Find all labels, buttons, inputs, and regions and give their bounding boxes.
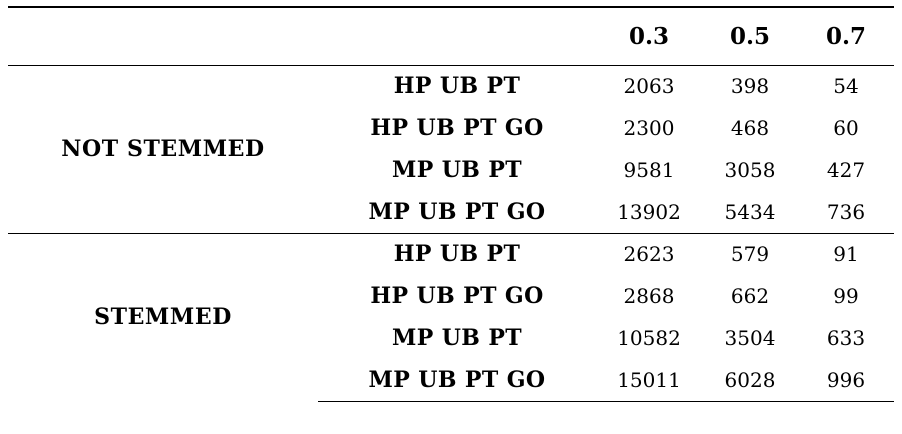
value-cell: 468 (730, 116, 770, 140)
section-stemmed (8, 233, 894, 401)
value-cell: 99 (833, 284, 859, 308)
value-cell: 662 (730, 284, 770, 308)
value-cell: 9581 (623, 158, 675, 182)
value-cell: 60 (833, 116, 859, 140)
value-cell: 13902 (617, 199, 681, 224)
header-group (8, 7, 318, 65)
method-label: MP UB PT (391, 325, 523, 351)
value-cell: 2300 (623, 116, 675, 140)
value-cell: 2063 (596, 65, 702, 107)
method-label: MP UB PT (391, 157, 523, 183)
value-cell: 54 (798, 65, 894, 107)
table-row (8, 233, 894, 275)
value-cell: 996 (798, 359, 894, 401)
value-cell: 3504 (724, 326, 776, 350)
value-cell: 398 (702, 65, 798, 107)
table-row (8, 65, 894, 107)
header-threshold-0-3: 0.3 (596, 7, 702, 65)
value-cell: 10582 (617, 326, 681, 350)
value-cell: 2623 (596, 233, 702, 275)
value-cell: 6028 (702, 359, 798, 401)
value-cell: 3058 (724, 158, 776, 182)
method-label: HP UB PT (318, 233, 596, 275)
method-label: MP UB PT GO (368, 198, 546, 225)
method-label: MP UB PT GO (318, 359, 596, 401)
value-cell: 5434 (724, 199, 776, 224)
group-label: STEMMED (8, 233, 318, 401)
section-not-stemmed (8, 65, 894, 233)
value-cell: 91 (798, 233, 894, 275)
method-label: HP UB PT GO (370, 283, 544, 309)
header-row (8, 7, 894, 65)
results-table (8, 6, 894, 402)
value-cell: 633 (826, 326, 866, 350)
method-label: HP UB PT (318, 65, 596, 107)
value-cell: 736 (826, 199, 866, 224)
header-threshold-0-5: 0.5 (702, 7, 798, 65)
value-cell: 15011 (596, 359, 702, 401)
value-cell: 427 (826, 158, 866, 182)
value-cell: 2868 (623, 284, 675, 308)
header-method (318, 7, 596, 65)
group-label: NOT STEMMED (8, 65, 318, 233)
method-label: HP UB PT GO (370, 115, 544, 141)
value-cell: 579 (702, 233, 798, 275)
header-threshold-0-7: 0.7 (798, 7, 894, 65)
